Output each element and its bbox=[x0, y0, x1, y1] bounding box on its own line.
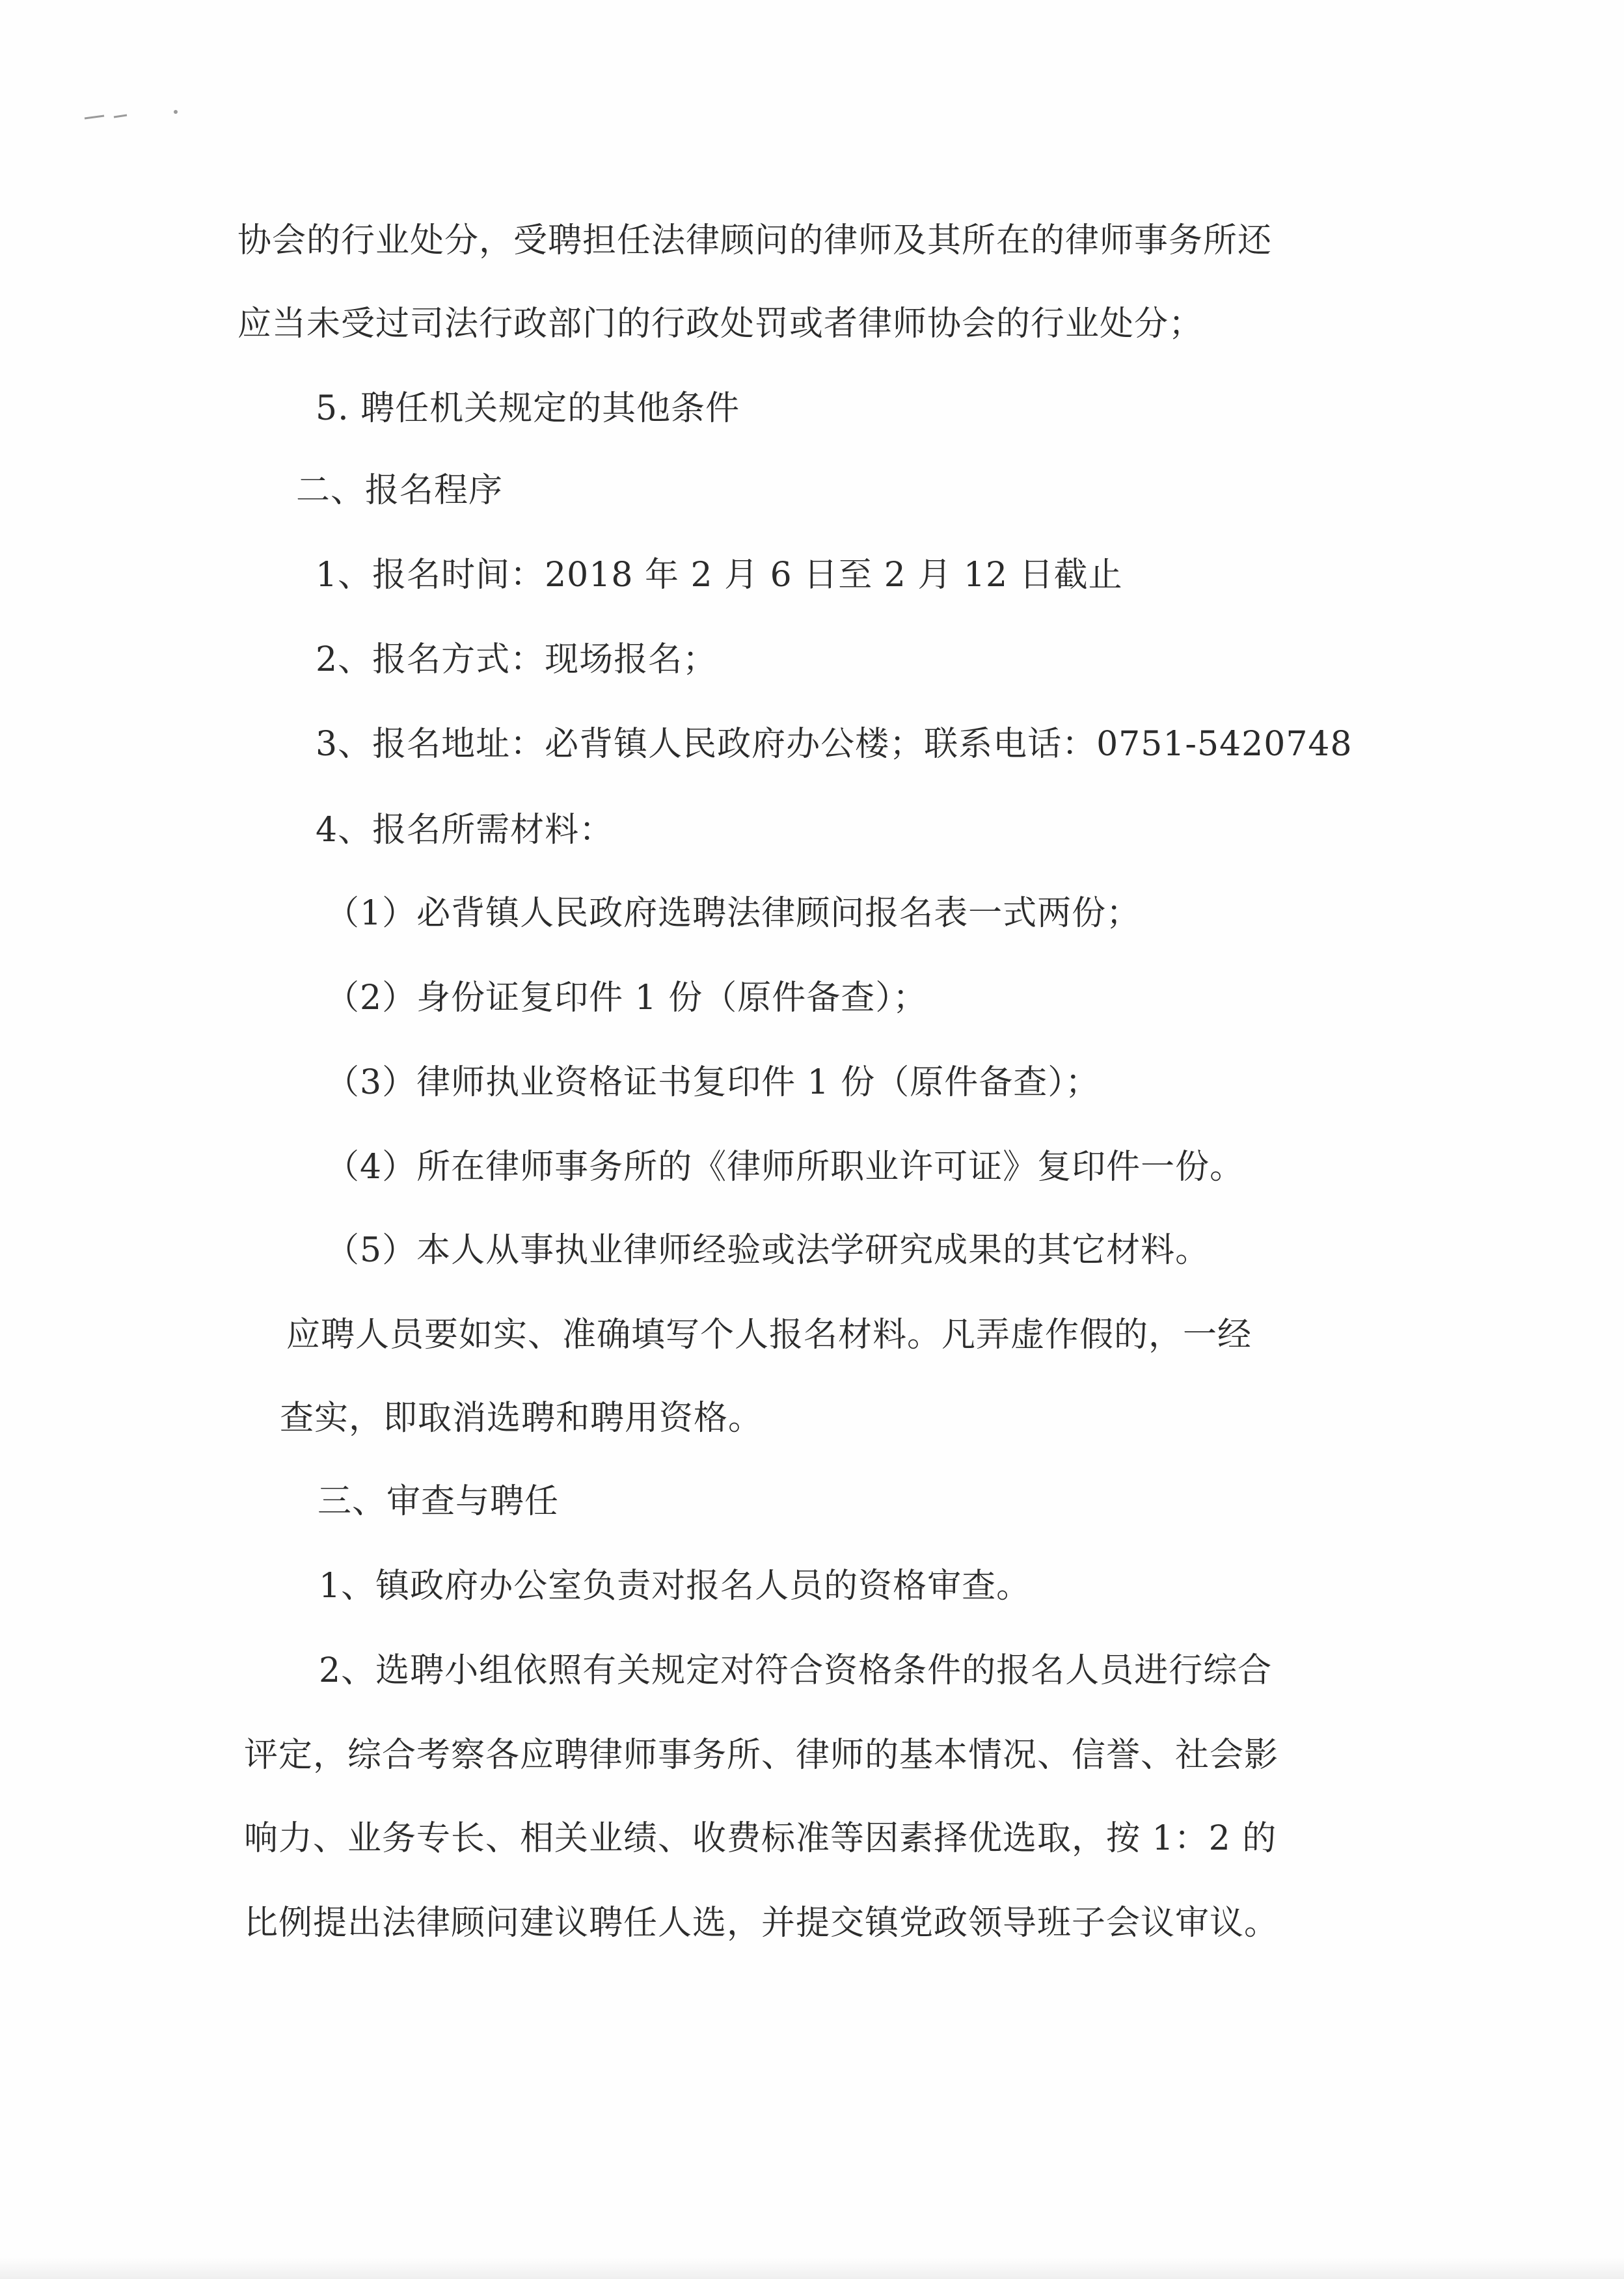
sub-list-item-text: （4）所在律师事务所的《律师所职业许可证》复印件一份。 bbox=[325, 1148, 1245, 1187]
list-item-text: 5. 聘任机关规定的其他条件 bbox=[316, 389, 740, 428]
scan-artifact-mark bbox=[78, 104, 189, 124]
body-text-line: 比例提出法律顾问建议聘任人选，并提交镇党政领导班子会议审议。 bbox=[244, 1904, 1279, 1943]
list-item-text: 1、镇政府办公室负责对报名人员的资格审查。 bbox=[319, 1567, 1031, 1606]
list-item-text: 3、报名地址：必背镇人民政府办公楼；联系电话：0751-5420748 bbox=[316, 725, 1353, 764]
body-text-line: 应聘人员要如实、准确填写个人报名材料。凡弄虚作假的，一经 bbox=[286, 1315, 1252, 1355]
section-heading: 三、审查与聘任 bbox=[318, 1482, 560, 1521]
sub-list-item-text: （1）必背镇人民政府选聘法律顾问报名表一式两份； bbox=[325, 894, 1141, 933]
body-text-line: 协会的行业处分，受聘担任法律顾问的律师及其所在的律师事务所还 bbox=[237, 221, 1273, 260]
sub-list-item-text: （2）身份证复印件 1 份（原件备查）； bbox=[325, 978, 928, 1018]
body-text-line: 评定，综合考察各应聘律师事务所、律师的基本情况、信誉、社会影 bbox=[244, 1736, 1279, 1775]
list-item-text: 2、选聘小组依照有关规定对符合资格条件的报名人员进行综合 bbox=[319, 1651, 1273, 1690]
sub-list-item-text: （3）律师执业资格证书复印件 1 份（原件备查）； bbox=[325, 1063, 1100, 1102]
list-item-text: 1、报名时间：2018 年 2 月 6 日至 2 月 12 日截止 bbox=[316, 556, 1123, 595]
sub-list-item-text: （5）本人从事执业律师经验或法学研究成果的其它材料。 bbox=[325, 1231, 1210, 1270]
body-text-line: 查实，即取消选聘和聘用资格。 bbox=[280, 1399, 763, 1438]
scan-bottom-shadow bbox=[0, 2258, 1624, 2279]
body-text-line: 应当未受过司法行政部门的行政处罚或者律师协会的行业处分； bbox=[237, 304, 1204, 344]
section-heading: 二、报名程序 bbox=[296, 471, 504, 510]
list-item-text: 2、报名方式：现场报名； bbox=[316, 640, 718, 679]
list-item-text: 4、报名所需材料： bbox=[316, 811, 614, 850]
body-text-line: 响力、业务专长、相关业绩、收费标准等因素择优选取，按 1：2 的 bbox=[244, 1819, 1277, 1858]
